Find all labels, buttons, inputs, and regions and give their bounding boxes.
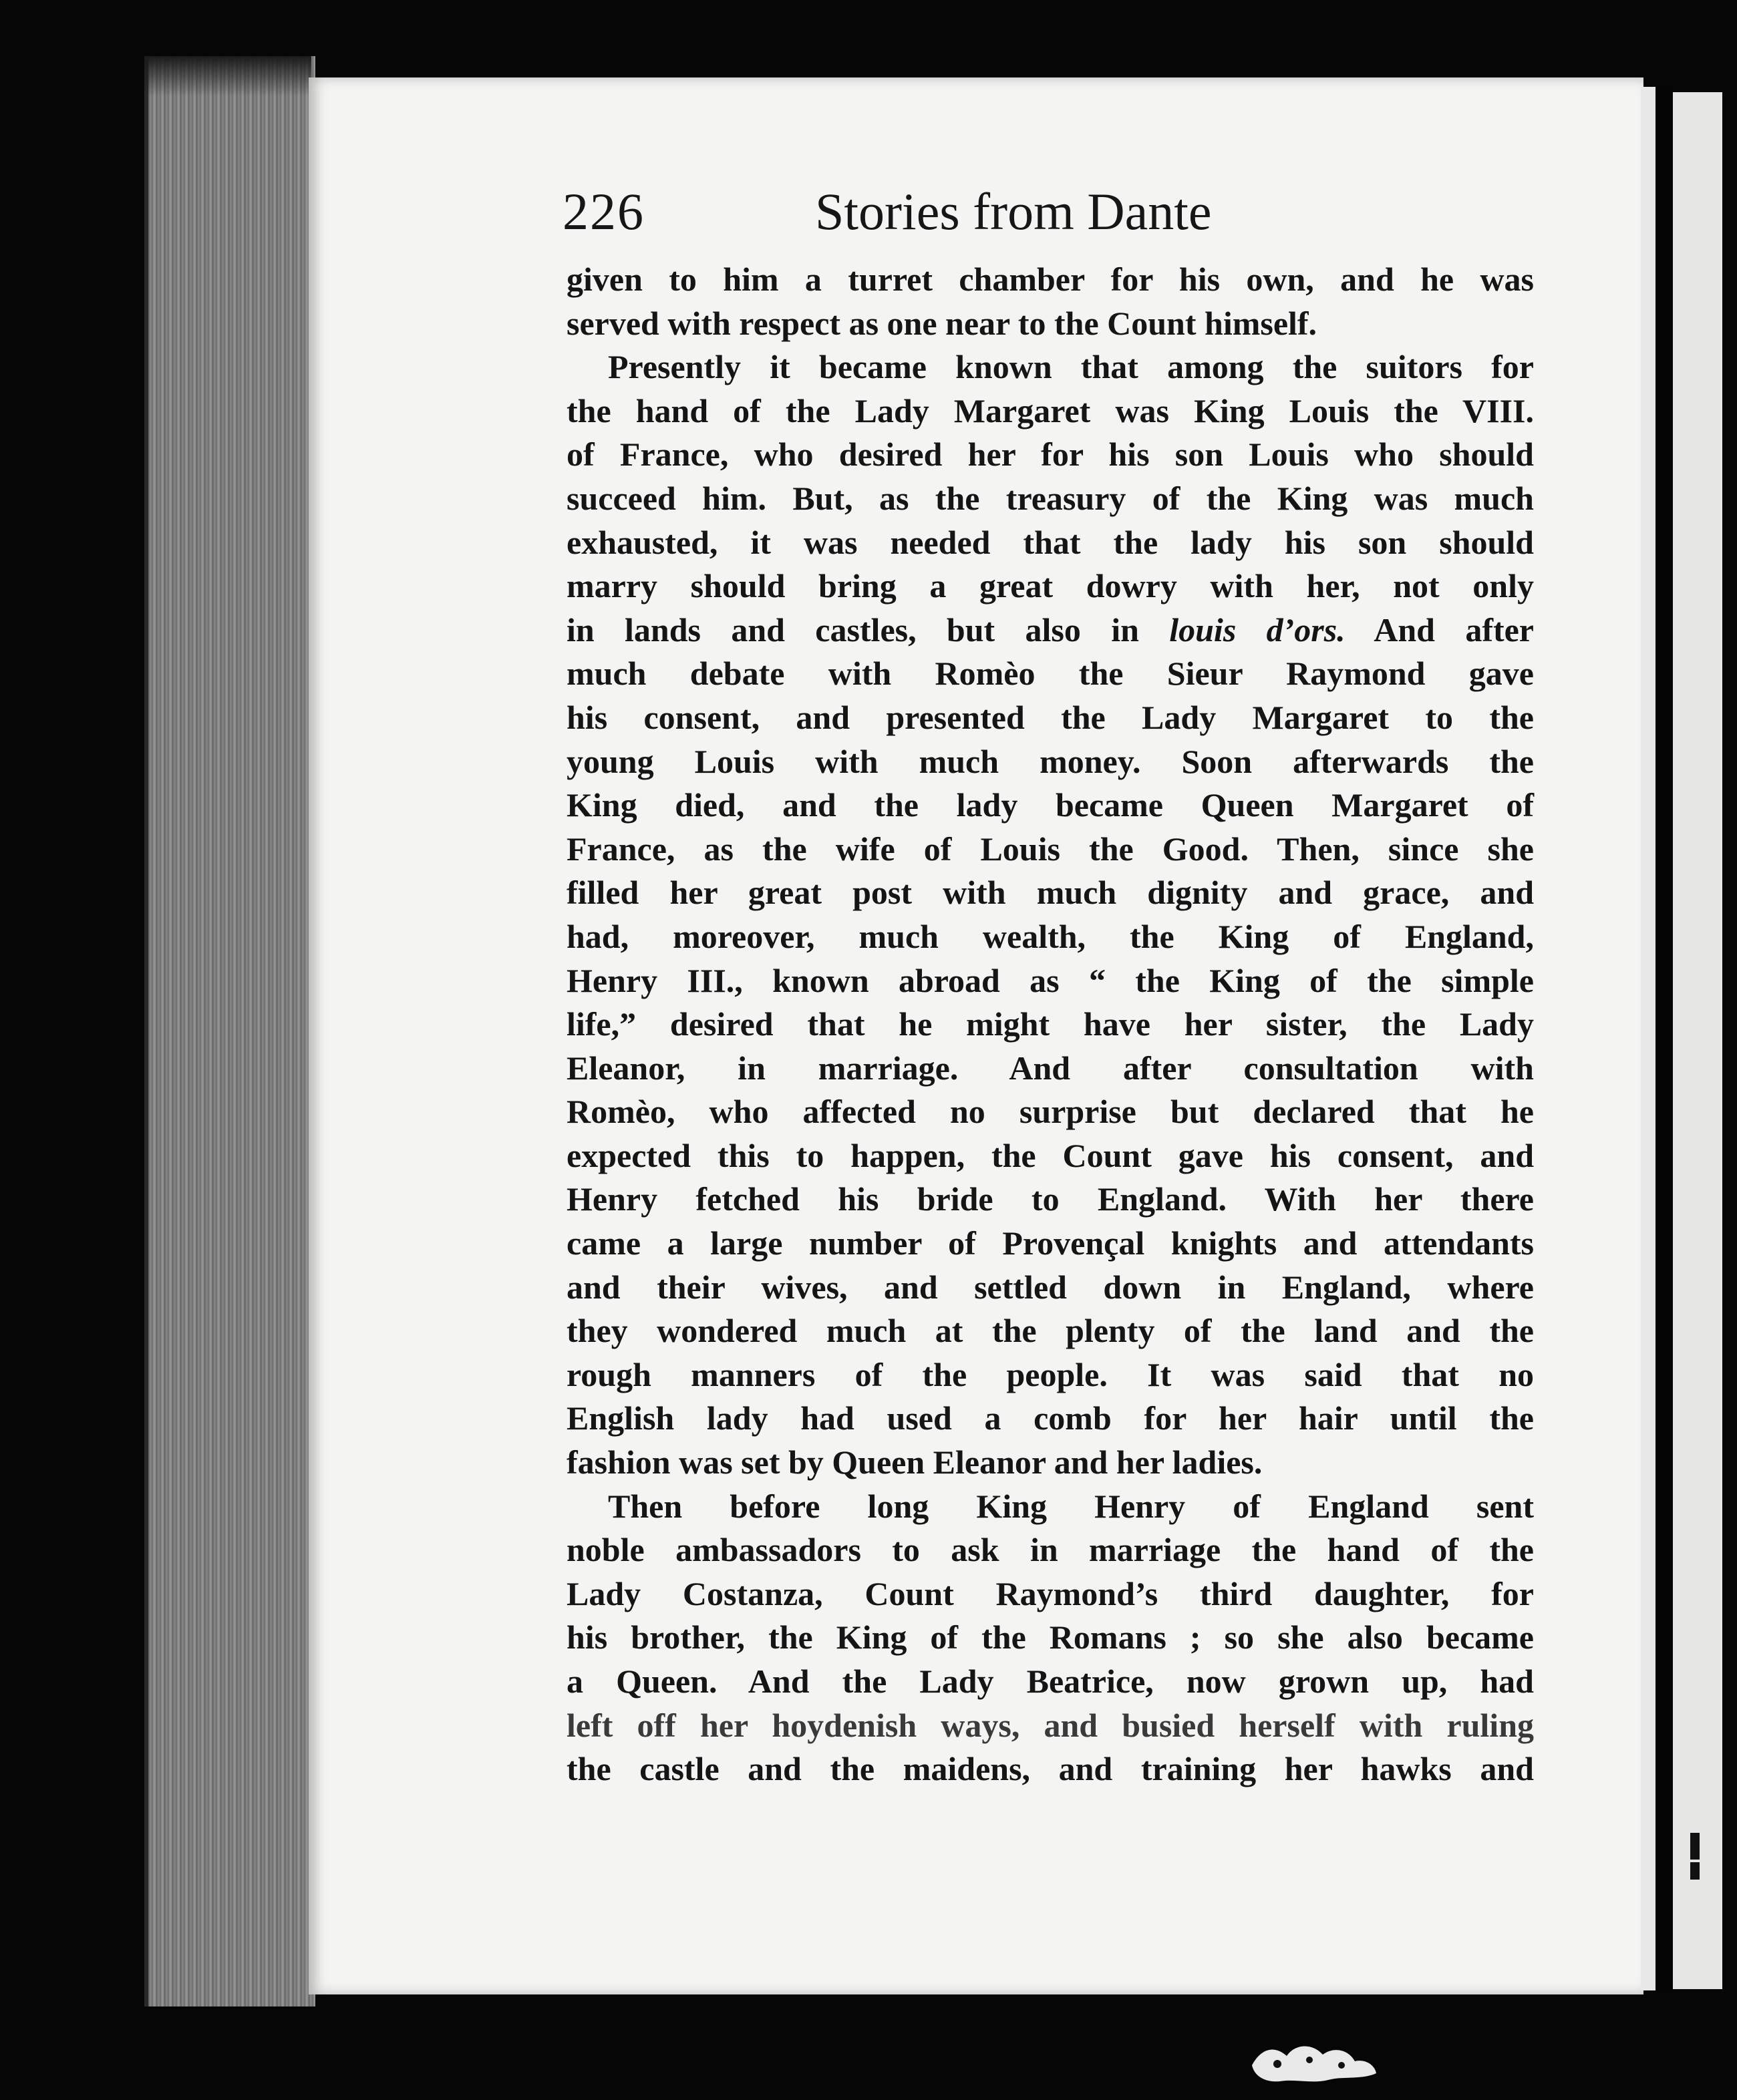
page-edges-shadow	[144, 56, 311, 96]
text-line: Eleanor, in marriage. And after consultation with	[567, 1049, 1534, 1087]
text-line: a Queen. And the Lady Beatrice, now grown up, had	[567, 1662, 1534, 1700]
text-segment: in lands and castles, but also in	[567, 610, 1139, 649]
paragraph-start: Presently it became known that among the suitors for	[608, 348, 1534, 386]
running-title: Stories from Dante	[815, 182, 1212, 240]
text-line: King died, and the lady became Queen Margaret of	[567, 786, 1534, 824]
text-line: the hand of the Lady Margaret was King Louis the VIII.	[567, 391, 1534, 429]
text-line: and their wives, and settled down in England, where	[567, 1268, 1534, 1306]
library-stamp-graphic	[1248, 2039, 1382, 2085]
facing-page-mark	[1690, 1862, 1700, 1880]
page-gutter	[1655, 84, 1673, 1994]
paragraph-start: Then before long King Henry of England sent	[608, 1487, 1534, 1525]
text-line-mixed	[567, 608, 1534, 653]
facing-page-mark	[1690, 1833, 1700, 1860]
text-line: his brother, the King of the Romans ; so she also became	[567, 1618, 1534, 1656]
text-line: much debate with Romèo the Sieur Raymond gave	[567, 655, 1534, 693]
italic-phrase: louis d’ors.	[1169, 610, 1346, 649]
text-line: fashion was set by Queen Eleanor and her ladies.	[567, 1443, 1263, 1481]
text-line: Lady Costanza, Count Raymond’s third daughter, for	[567, 1574, 1534, 1612]
running-head	[563, 182, 1531, 242]
text-line: of France, who desired her for his son Louis who should	[567, 435, 1534, 474]
text-line: had, moreover, much wealth, the King of England,	[567, 917, 1534, 955]
text-line: rough manners of the people. It was said that no	[567, 1355, 1534, 1393]
text-line: young Louis with much money. Soon afterwards the	[567, 742, 1534, 780]
text-line: filled her great post with much dignity and grace, and	[567, 874, 1534, 912]
text-line: came a large number of Provençal knights and attendants	[567, 1224, 1534, 1262]
text-line: given to him a turret chamber for his own, and he was	[567, 260, 1534, 298]
text-line: exhausted, it was needed that the lady his son should	[567, 523, 1534, 561]
text-line: succeed him. But, as the treasury of the King was much	[567, 479, 1534, 517]
text-line: they wondered much at the plenty of the land and the	[567, 1312, 1534, 1350]
text-line: left off her hoydenish ways, and busied herself with ruling	[567, 1706, 1534, 1744]
text-line: Henry III., known abroad as “ the King of the simple	[567, 961, 1534, 999]
text-line: English lady had used a comb for her hair until the	[567, 1399, 1534, 1437]
page-number: 226	[563, 182, 645, 240]
text-line: expected this to happen, the Count gave his consent, and	[567, 1136, 1534, 1174]
text-line: life,” desired that he might have her sister, the Lady	[567, 1005, 1534, 1043]
text-line: noble ambassadors to ask in marriage the hand of the	[567, 1531, 1534, 1569]
text-line: the castle and the maidens, and training her hawks and	[567, 1750, 1534, 1788]
page-right-edge	[1641, 87, 1655, 1990]
text-line: served with respect as one near to the Count himself.	[567, 304, 1317, 342]
body-text	[567, 258, 1534, 1791]
page-edges	[144, 56, 315, 2006]
text-line: Romèo, who affected no surprise but declared that he	[567, 1093, 1534, 1131]
text-line: France, as the wife of Louis the Good. Then, since she	[567, 830, 1534, 868]
text-line: his consent, and presented the Lady Margaret to the	[567, 698, 1534, 736]
text-segment: And after	[1374, 610, 1535, 649]
text-line: marry should bring a great dowry with her, not only	[567, 567, 1534, 605]
text-line: Henry fetched his bride to England. With her there	[567, 1180, 1534, 1218]
facing-page-edge	[1673, 92, 1722, 1989]
